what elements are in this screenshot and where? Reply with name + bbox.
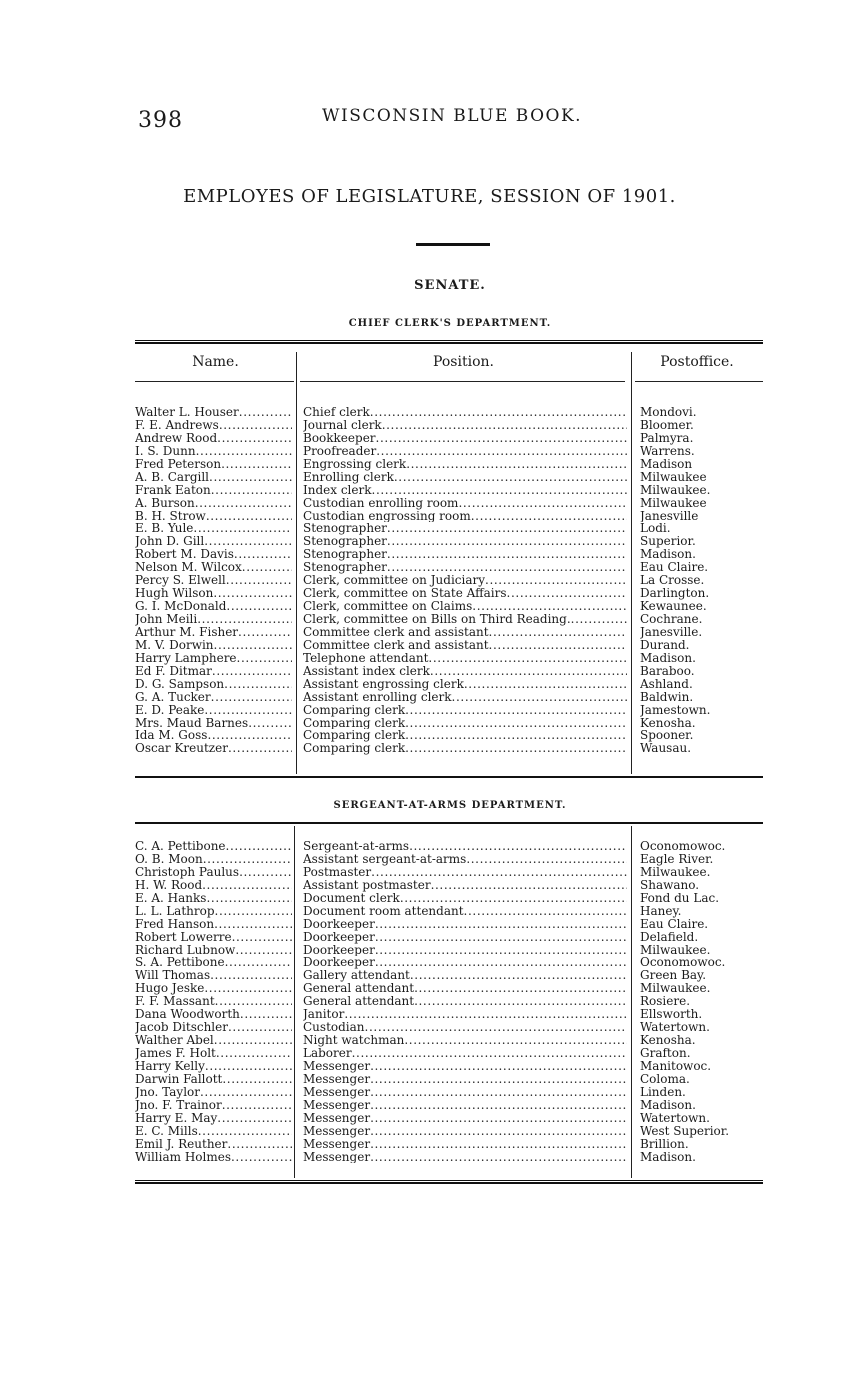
employee-postoffice: Oconomowoc. <box>640 956 726 970</box>
employee-name: Robert M. Davis . . . <box>135 548 292 561</box>
running-head: WISCONSIN BLUE BOOK. <box>322 106 583 126</box>
employee-name: John D. Gill . . . <box>135 535 292 548</box>
table-row <box>135 1138 763 1151</box>
employee-name: O. B. Moon . . . <box>135 853 292 866</box>
employee-postoffice: Mondovi. <box>640 406 697 419</box>
employee-position: Stenographer . . . <box>303 548 627 561</box>
employee-name: Jacob Ditschler . . . <box>135 1021 292 1034</box>
employee-postoffice: Baldwin. <box>640 690 694 704</box>
table-row <box>135 866 763 879</box>
employee-position: Stenographer . . . <box>303 561 627 574</box>
employee-position: Stenographer . . . <box>303 522 627 535</box>
employee-position: Janitor . . . <box>303 1008 627 1021</box>
employee-position: General attendant . . . <box>303 982 627 995</box>
employee-name: Mrs. Maud Barnes . . . <box>135 717 292 730</box>
employee-postoffice: Madison. <box>640 1150 696 1164</box>
employee-postoffice: Wausau. <box>640 742 692 756</box>
employee-position: Chief clerk . . . <box>303 406 627 419</box>
employee-name: Andrew Rood . . . <box>135 432 292 445</box>
table-row <box>135 535 763 548</box>
chamber-heading: SENATE. <box>414 278 486 293</box>
employee-position: Custodian . . . <box>303 1021 627 1034</box>
employee-position: Clerk, committee on Judiciary . . . <box>303 574 627 587</box>
employee-name: S. A. Pettibone . . . <box>135 956 292 969</box>
employee-name: L. L. Lathrop . . . <box>135 905 292 918</box>
employee-name: Fred Hanson . . . <box>135 918 292 931</box>
table-top-rule <box>135 822 763 824</box>
employee-position: Clerk, committee on Claims . . . <box>303 600 627 613</box>
employee-position: Journal clerk . . . <box>303 419 627 432</box>
employee-name: Robert Lowerre . . . <box>135 931 292 944</box>
employee-postoffice: Delafield. <box>640 930 699 944</box>
employee-postoffice: Durand. <box>640 638 690 652</box>
employee-postoffice: West Superior. <box>640 1124 730 1138</box>
employee-postoffice: Rosiere. <box>640 995 691 1009</box>
employee-position: Custodian enrolling room . . . <box>303 497 627 510</box>
employee-postoffice: Watertown. <box>640 1111 710 1125</box>
employee-position: Postmaster . . . <box>303 866 627 879</box>
page-number: 398 <box>138 108 183 133</box>
table-row <box>135 704 763 717</box>
table-row <box>135 918 763 931</box>
employee-postoffice: Shawano. <box>640 878 700 892</box>
employee-postoffice: Madison. <box>640 651 696 665</box>
employee-position: Clerk, committee on Bills on Third Reading. . . . <box>303 613 627 626</box>
employee-postoffice: Baraboo. <box>640 664 695 678</box>
table-row <box>135 691 763 704</box>
department-heading-sergeant-at-arms: SERGEANT-AT-ARMS DEPARTMENT. <box>333 800 567 811</box>
employee-position: Assistant index clerk . . . <box>303 665 627 678</box>
employee-position: Assistant enrolling clerk . . . <box>303 691 627 704</box>
employee-postoffice: Brillion. <box>640 1137 689 1151</box>
employee-postoffice: Milwaukee <box>640 470 707 484</box>
employee-name: Harry E. May . . . <box>135 1112 292 1125</box>
employee-name: F. F. Massant . . . <box>135 995 292 1008</box>
employee-name: John Meili . . . <box>135 613 292 626</box>
table-row <box>135 1099 763 1112</box>
employee-postoffice: Janesville. <box>640 625 703 639</box>
employee-postoffice: Lodi. <box>640 522 671 536</box>
employee-position: Assistant engrossing clerk . . . <box>303 678 627 691</box>
employee-postoffice: Milwaukee. <box>640 982 711 996</box>
header-rule <box>135 381 294 382</box>
employee-name: Christoph Paulus . . . <box>135 866 292 879</box>
employee-name: M. V. Dorwin . . . <box>135 639 292 652</box>
employee-postoffice: Jamestown. <box>640 703 711 717</box>
table-row <box>135 484 763 497</box>
employee-postoffice: Ellsworth. <box>640 1008 703 1022</box>
table-row <box>135 639 763 652</box>
table-row <box>135 956 763 969</box>
employee-name: Harry Lamphere . . . <box>135 652 292 665</box>
department-heading-chief-clerk: CHIEF CLERK'S DEPARTMENT. <box>348 318 552 329</box>
employee-postoffice: Fond du Lac. <box>640 891 720 905</box>
employee-position: Doorkeeper . . . <box>303 956 627 969</box>
employee-name: E. B. Yule . . . <box>135 522 292 535</box>
employee-name: C. A. Pettibone . . . <box>135 840 292 853</box>
employee-name: D. G. Sampson . . . <box>135 678 292 691</box>
table-row <box>135 1047 763 1060</box>
employee-postoffice: Kenosha. <box>640 716 696 730</box>
table-row <box>135 419 763 432</box>
employee-position: Messenger . . . <box>303 1073 627 1086</box>
table-row <box>135 665 763 678</box>
header-rule <box>635 381 763 382</box>
employee-position: Assistant sergeant-at-arms . . . <box>303 853 627 866</box>
table-row <box>135 729 763 742</box>
employee-postoffice: Kenosha. <box>640 1034 696 1048</box>
employee-name: Frank Eaton . . . <box>135 484 292 497</box>
employee-position: Laborer . . . <box>303 1047 627 1060</box>
employee-name: Percy S. Elwell . . . <box>135 574 292 587</box>
employee-name: A. Burson . . . <box>135 497 292 510</box>
employee-postoffice: Linden. <box>640 1085 686 1099</box>
table-row <box>135 879 763 892</box>
employee-position: Committee clerk and assistant . . . <box>303 626 627 639</box>
table-row <box>135 652 763 665</box>
header-rule <box>300 381 625 382</box>
employee-postoffice: Milwaukee. <box>640 865 711 879</box>
employee-name: Jno. F. Trainor . . . <box>135 1099 292 1112</box>
chief-clerk-rows <box>135 406 763 755</box>
table-row <box>135 1151 763 1164</box>
column-header-postoffice: Postoffice. <box>660 354 734 370</box>
chief-clerk-table <box>135 340 763 780</box>
employee-name: Fred Peterson . . . <box>135 458 292 471</box>
employee-position: Custodian engrossing room . . . <box>303 510 627 523</box>
employee-position: Comparing clerk . . . <box>303 742 627 755</box>
table-row <box>135 1112 763 1125</box>
employee-postoffice: Haney. <box>640 904 682 918</box>
employee-postoffice: La Crosse. <box>640 574 705 588</box>
employee-postoffice: Green Bay. <box>640 969 707 983</box>
employee-name: B. H. Strow . . . <box>135 510 292 523</box>
employee-postoffice: Eau Claire. <box>640 917 709 931</box>
employee-postoffice: Oconomowoc. <box>640 840 726 853</box>
employee-name: H. W. Rood . . . <box>135 879 292 892</box>
table-row <box>135 678 763 691</box>
employee-postoffice: Madison <box>640 457 693 471</box>
table-row <box>135 522 763 535</box>
employee-position: Telephone attendant . . . <box>303 652 627 665</box>
table-row <box>135 626 763 639</box>
employee-name: E. C. Mills . . . <box>135 1125 292 1138</box>
employee-name: G. I. McDonald . . . <box>135 600 292 613</box>
employee-name: William Holmes . . . <box>135 1151 292 1164</box>
table-row <box>135 574 763 587</box>
employee-position: Document room attendant . . . <box>303 905 627 918</box>
employee-name: I. S. Dunn . . . <box>135 445 292 458</box>
employee-position: Doorkeeper . . . <box>303 931 627 944</box>
employee-name: Nelson M. Wilcox . . . <box>135 561 292 574</box>
table-row <box>135 1034 763 1047</box>
column-header-position: Position. <box>433 354 494 370</box>
employee-position: Comparing clerk . . . <box>303 704 627 717</box>
employee-position: Proofreader . . . <box>303 445 627 458</box>
employee-name: G. A. Tucker . . . <box>135 691 292 704</box>
employee-name: James F. Holt . . . <box>135 1047 292 1060</box>
table-row <box>135 840 763 853</box>
employee-name: Oscar Kreutzer . . . <box>135 742 292 755</box>
employee-postoffice: Spooner. <box>640 729 694 743</box>
employee-position: Gallery attendant . . . <box>303 969 627 982</box>
employee-name: Will Thomas . . . <box>135 969 292 982</box>
sergeant-at-arms-rows <box>135 840 763 1163</box>
table-row <box>135 905 763 918</box>
table-row <box>135 1073 763 1086</box>
employee-position: Bookkeeper . . . <box>303 432 627 445</box>
employee-position: Assistant postmaster . . . <box>303 879 627 892</box>
table-row <box>135 458 763 471</box>
employee-position: Messenger . . . <box>303 1125 627 1138</box>
employee-name: Dana Woodworth . . . <box>135 1008 292 1021</box>
employee-name: Jno. Taylor . . . <box>135 1086 292 1099</box>
table-row <box>135 853 763 866</box>
column-header-name: Name. <box>192 354 239 370</box>
table-bottom-rule <box>135 776 763 778</box>
employee-position: Messenger . . . <box>303 1138 627 1151</box>
table-row <box>135 892 763 905</box>
employee-postoffice: Cochrane. <box>640 613 703 626</box>
table-row <box>135 445 763 458</box>
employee-name: Walter L. Houser . . . <box>135 406 292 419</box>
table-row <box>135 587 763 600</box>
employee-position: Stenographer . . . <box>303 535 627 548</box>
employee-postoffice: Palmyra. <box>640 431 694 445</box>
table-bottom-rule <box>135 1180 763 1184</box>
table-row <box>135 995 763 1008</box>
employee-name: Darwin Fallott . . . <box>135 1073 292 1086</box>
employee-postoffice: Milwaukee <box>640 496 707 510</box>
table-row <box>135 1008 763 1021</box>
employee-postoffice: Madison. <box>640 1098 696 1112</box>
employee-postoffice: Coloma. <box>640 1072 690 1086</box>
employee-position: General attendant . . . <box>303 995 627 1008</box>
title-rule <box>416 243 490 246</box>
table-row <box>135 1125 763 1138</box>
table-row <box>135 497 763 510</box>
employee-postoffice: Eau Claire. <box>640 561 709 575</box>
employee-position: Index clerk . . . <box>303 484 627 497</box>
employee-postoffice: Warrens. <box>640 444 695 458</box>
table-row <box>135 510 763 523</box>
table-row <box>135 548 763 561</box>
employee-name: Hugh Wilson . . . <box>135 587 292 600</box>
employee-postoffice: Ashland. <box>640 677 693 691</box>
employee-position: Messenger . . . <box>303 1060 627 1073</box>
page-title: EMPLOYES OF LEGISLATURE, SESSION OF 1901. <box>183 186 676 207</box>
employee-position: Messenger . . . <box>303 1112 627 1125</box>
employee-name: Arthur M. Fisher . . . <box>135 626 292 639</box>
table-row <box>135 1021 763 1034</box>
employee-name: E. D. Peake . . . <box>135 704 292 717</box>
employee-name: A. B. Cargill . . . <box>135 471 292 484</box>
table-row <box>135 432 763 445</box>
employee-postoffice: Watertown. <box>640 1021 710 1035</box>
employee-position: Enrolling clerk . . . <box>303 471 627 484</box>
employee-postoffice: Eagle River. <box>640 852 714 866</box>
table-top-rule <box>135 340 763 344</box>
employee-postoffice: Milwaukee. <box>640 483 711 497</box>
table-row <box>135 613 763 626</box>
employee-postoffice: Kewaunee. <box>640 600 707 614</box>
employee-postoffice: Madison. <box>640 548 696 562</box>
table-row <box>135 1060 763 1073</box>
table-row <box>135 1086 763 1099</box>
table-row <box>135 600 763 613</box>
employee-name: Hugo Jeske . . . <box>135 982 292 995</box>
employee-name: Harry Kelly . . . <box>135 1060 292 1073</box>
employee-name: Richard Lubnow . . . <box>135 944 292 957</box>
employee-postoffice: Bloomer. <box>640 418 694 432</box>
employee-position: Comparing clerk . . . <box>303 729 627 742</box>
employee-name: F. E. Andrews . . . <box>135 419 292 432</box>
employee-position: Committee clerk and assistant . . . <box>303 639 627 652</box>
employee-postoffice: Darlington. <box>640 587 710 601</box>
employee-position: Messenger . . . <box>303 1086 627 1099</box>
employee-position: Doorkeeper . . . <box>303 944 627 957</box>
employee-name: Walther Abel . . . <box>135 1034 292 1047</box>
employee-position: Engrossing clerk . . . <box>303 458 627 471</box>
employee-position: Night watchman . . . <box>303 1034 627 1047</box>
employee-postoffice: Grafton. <box>640 1047 691 1060</box>
employee-postoffice: Manitowoc. <box>640 1059 712 1073</box>
employee-position: Messenger . . . <box>303 1099 627 1112</box>
table-row <box>135 406 763 419</box>
table-row <box>135 969 763 982</box>
table-row <box>135 742 763 755</box>
employee-name: Emil J. Reuther . . . <box>135 1138 292 1151</box>
sergeant-at-arms-table <box>135 822 763 1192</box>
employee-postoffice: Milwaukee. <box>640 943 711 957</box>
table-row <box>135 944 763 957</box>
table-row <box>135 717 763 730</box>
table-row <box>135 561 763 574</box>
table-row <box>135 471 763 484</box>
employee-position: Clerk, committee on State Affairs . . . <box>303 587 627 600</box>
employee-name: E. A. Hanks . . . <box>135 892 292 905</box>
employee-postoffice: Superior. <box>640 535 696 549</box>
table-row <box>135 982 763 995</box>
employee-name: Ed F. Ditmar . . . <box>135 665 292 678</box>
employee-position: Messenger . . . <box>303 1151 627 1164</box>
employee-postoffice: Janesville <box>640 509 699 523</box>
employee-name: Ida M. Goss . . . <box>135 729 292 742</box>
employee-position: Doorkeeper . . . <box>303 918 627 931</box>
table-row <box>135 931 763 944</box>
employee-position: Sergeant-at-arms . . . <box>303 840 627 853</box>
employee-position: Comparing clerk . . . <box>303 717 627 730</box>
employee-position: Document clerk . . . <box>303 892 627 905</box>
